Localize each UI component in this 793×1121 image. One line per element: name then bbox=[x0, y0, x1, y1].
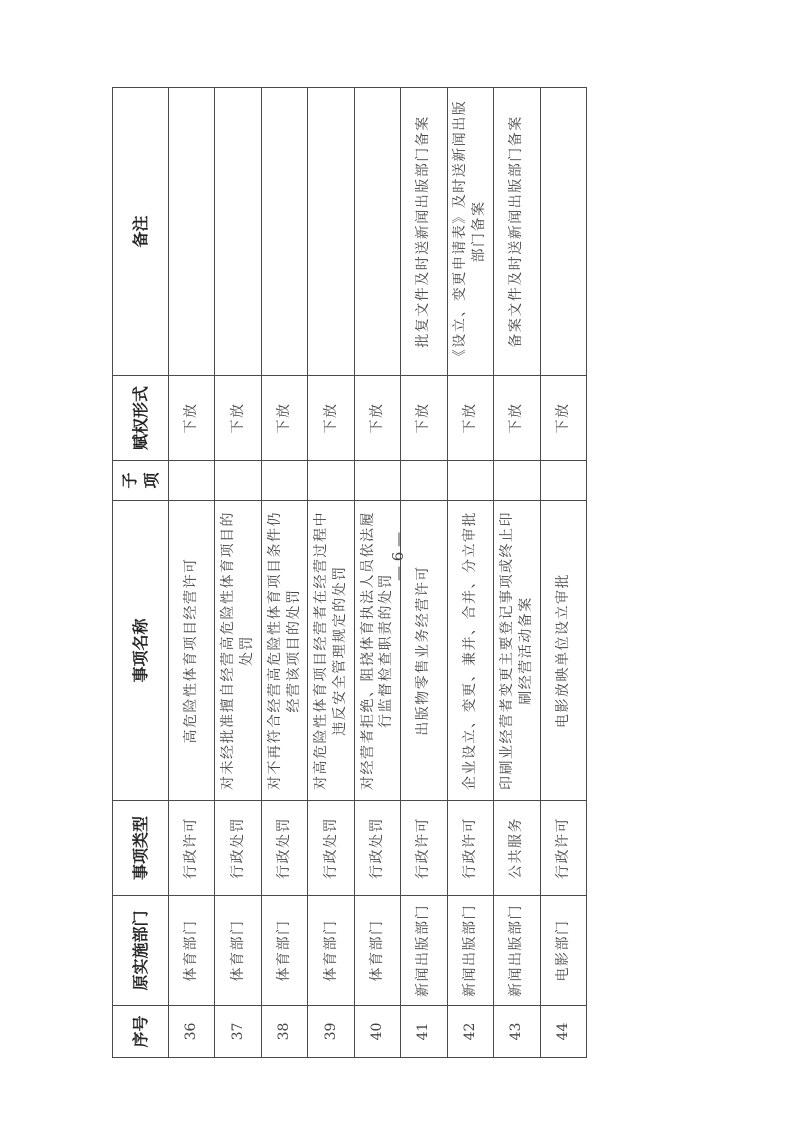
cell-note bbox=[540, 88, 587, 376]
cell-form: 下放 bbox=[540, 376, 587, 461]
cell-seq: 39 bbox=[308, 1006, 354, 1058]
cell-seq: 37 bbox=[215, 1006, 261, 1058]
cell-form: 下放 bbox=[215, 376, 261, 461]
cell-dept: 体育部门 bbox=[308, 896, 354, 1006]
cell-form: 下放 bbox=[308, 376, 354, 461]
header-type: 事项类型 bbox=[113, 801, 169, 896]
header-seq: 序号 bbox=[113, 1006, 169, 1058]
cell-form: 下放 bbox=[261, 376, 307, 461]
authority-table bbox=[112, 87, 587, 1058]
cell-dept: 电影部门 bbox=[540, 896, 587, 1006]
cell-note: 批复文件及时送新闻出版部门备案 bbox=[401, 88, 447, 376]
cell-name: 对高危险性体育项目经营者在经营过程中违反安全管理规定的处罚 bbox=[308, 501, 354, 801]
cell-dept: 体育部门 bbox=[354, 896, 400, 1006]
cell-sub bbox=[169, 461, 215, 501]
cell-dept: 体育部门 bbox=[169, 896, 215, 1006]
cell-name: 出版物零售业务经营许可 bbox=[401, 501, 447, 801]
header-note: 备注 bbox=[113, 88, 169, 376]
cell-sub bbox=[261, 461, 307, 501]
cell-name: 电影放映单位设立审批 bbox=[540, 501, 587, 801]
cell-dept: 新闻出版部门 bbox=[447, 896, 493, 1006]
table-row bbox=[540, 88, 587, 1058]
cell-type: 行政许可 bbox=[447, 801, 493, 896]
cell-dept: 体育部门 bbox=[215, 896, 261, 1006]
cell-type: 行政处罚 bbox=[354, 801, 400, 896]
cell-form: 下放 bbox=[401, 376, 447, 461]
cell-seq: 44 bbox=[540, 1006, 587, 1058]
cell-sub bbox=[308, 461, 354, 501]
table-row bbox=[169, 88, 215, 1058]
cell-type: 行政处罚 bbox=[308, 801, 354, 896]
header-name: 事项名称 bbox=[113, 501, 169, 801]
cell-type: 行政许可 bbox=[540, 801, 587, 896]
header-sub: 子项 bbox=[113, 461, 169, 501]
table-row bbox=[447, 88, 493, 1058]
cell-seq: 36 bbox=[169, 1006, 215, 1058]
cell-type: 公共服务 bbox=[494, 801, 540, 896]
cell-form: 下放 bbox=[169, 376, 215, 461]
cell-name: 对经营者拒绝、阻挠体育执法人员依法履行监督检查职责的处罚 bbox=[354, 501, 400, 801]
cell-note: 备案文件及时送新闻出版部门备案 bbox=[494, 88, 540, 376]
cell-sub bbox=[540, 461, 587, 501]
cell-seq: 42 bbox=[447, 1006, 493, 1058]
cell-dept: 新闻出版部门 bbox=[401, 896, 447, 1006]
cell-note bbox=[215, 88, 261, 376]
cell-seq: 40 bbox=[354, 1006, 400, 1058]
cell-note bbox=[308, 88, 354, 376]
cell-type: 行政处罚 bbox=[261, 801, 307, 896]
header-form: 赋权形式 bbox=[113, 376, 169, 461]
cell-sub bbox=[401, 461, 447, 501]
cell-name: 对不再符合经营高危险性体育项目条件仍经营该项目的处罚 bbox=[261, 501, 307, 801]
table-row bbox=[308, 88, 354, 1058]
cell-note bbox=[354, 88, 400, 376]
cell-sub bbox=[494, 461, 540, 501]
cell-name: 对未经批准擅自经营高危险性体育项目的处罚 bbox=[215, 501, 261, 801]
cell-sub bbox=[447, 461, 493, 501]
page-number: — 6 — bbox=[389, 531, 407, 581]
cell-seq: 38 bbox=[261, 1006, 307, 1058]
cell-note bbox=[261, 88, 307, 376]
cell-dept: 体育部门 bbox=[261, 896, 307, 1006]
cell-form: 下放 bbox=[494, 376, 540, 461]
cell-sub bbox=[215, 461, 261, 501]
cell-type: 行政许可 bbox=[169, 801, 215, 896]
cell-note: 《设立、变更申请表》及时送新闻出版部门备案 bbox=[447, 88, 493, 376]
table-header-row bbox=[113, 88, 169, 1058]
cell-name: 高危险性体育项目经营许可 bbox=[169, 501, 215, 801]
cell-seq: 41 bbox=[401, 1006, 447, 1058]
cell-type: 行政处罚 bbox=[215, 801, 261, 896]
cell-name: 企业设立、变更、兼并、合并、分立审批 bbox=[447, 501, 493, 801]
cell-note bbox=[169, 88, 215, 376]
table-row bbox=[261, 88, 307, 1058]
cell-name: 印刷业经营者变更主要登记事项或终止印刷经营活动备案 bbox=[494, 501, 540, 801]
table-row bbox=[215, 88, 261, 1058]
cell-type: 行政许可 bbox=[401, 801, 447, 896]
cell-form: 下放 bbox=[447, 376, 493, 461]
cell-dept: 新闻出版部门 bbox=[494, 896, 540, 1006]
cell-seq: 43 bbox=[494, 1006, 540, 1058]
cell-form: 下放 bbox=[354, 376, 400, 461]
rotated-table-container bbox=[112, 88, 587, 1058]
table-row bbox=[494, 88, 540, 1058]
header-dept: 原实施部门 bbox=[113, 896, 169, 1006]
cell-sub bbox=[354, 461, 400, 501]
